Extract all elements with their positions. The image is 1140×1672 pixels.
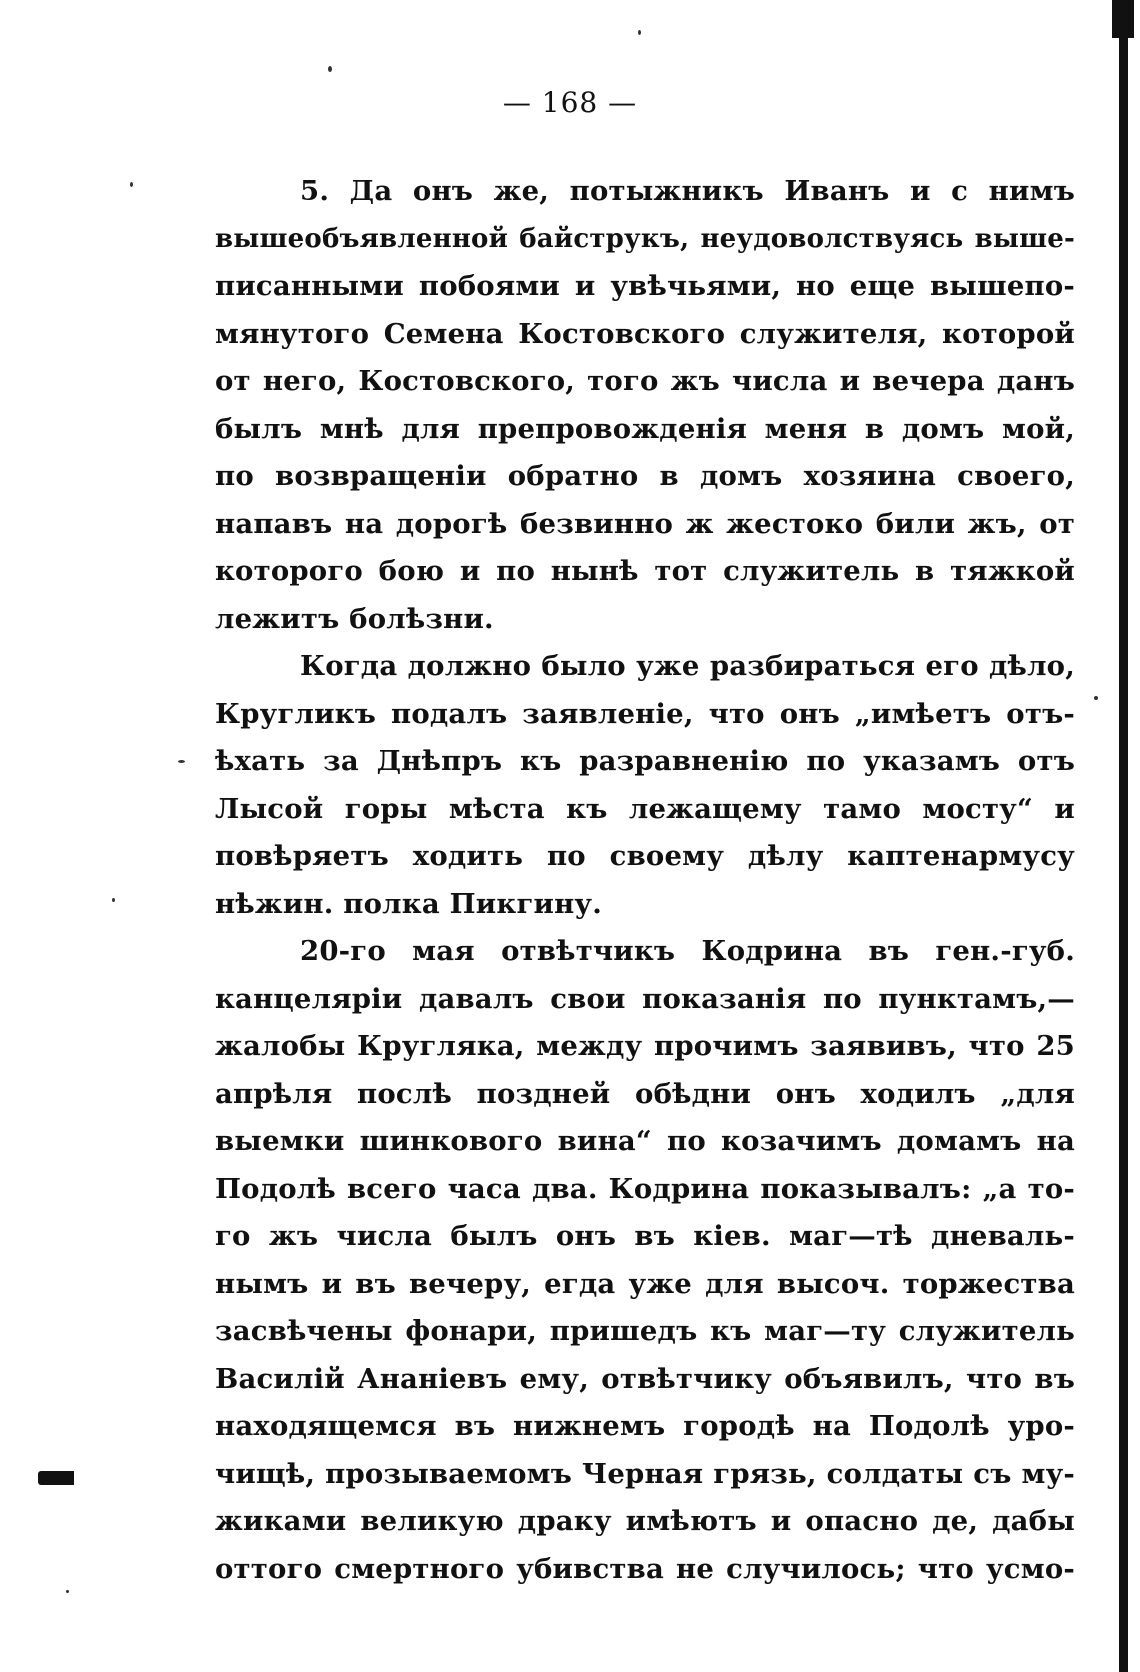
text-line: чищѣ, прозываемомъ Черная грязь, солдаты съ му- [215, 1457, 1075, 1490]
text-line: былъ мнѣ для препровожденія меня в домъ мой, [215, 412, 1075, 445]
text-line: по возвращеніи обратно в домъ хозяина своего, [215, 460, 1075, 492]
text-line: Подолѣ всего часа два. Кодрина показывалъ: „а то- [215, 1172, 1075, 1205]
scan-speck [178, 760, 185, 763]
text-line: Василій Ананіевъ ему, отвѣтчику объявилъ, что въ [215, 1362, 1075, 1395]
text-line: нымъ и въ вечеру, егда уже для высоч. торжества [215, 1267, 1075, 1300]
text-line: писанными побоями и увѣчьями, но еще вышепо- [215, 270, 1075, 302]
text-line: ѣхать за Днѣпръ къ разравненію по указамъ отъ [215, 745, 1075, 777]
text-line: Кругликъ подалъ заявленіе, что онъ „имѣетъ отъ- [215, 697, 1075, 730]
text-line: 5. Да онъ же, потыжникъ Иванъ и с нимъ [300, 175, 1075, 207]
text-line: нѣжин. полка Пикгину. [215, 887, 602, 920]
text-line: канцеляріи давалъ свои показанія по пунктамъ,— [215, 982, 1075, 1015]
text-line: го жъ числа былъ онъ въ кіев. маг—тѣ дневаль- [215, 1220, 1075, 1252]
text-line: напавъ на дорогѣ безвинно ж жестоко били жъ, от [215, 507, 1075, 540]
text-line: вышеобъявленной байструкъ, неудоволствуясь выше- [215, 223, 1075, 254]
text-line: жалобы Кругляка, между прочимъ заявивъ, что 25 [215, 1030, 1075, 1062]
text-line: Лысой горы мѣста къ лежащему тамо мосту“ и [215, 792, 1075, 825]
text-line: засвѣчены фонари, пришедъ къ маг—ту служитель [215, 1315, 1075, 1347]
scan-speck [130, 182, 133, 187]
text-line: Когда должно было уже разбираться его дѣло, [300, 650, 1075, 682]
text-line: мянутого Семена Костовского служителя, которой [215, 317, 1075, 350]
scan-speck [66, 1590, 69, 1593]
body-text [215, 168, 1075, 1593]
scan-speck [328, 66, 332, 72]
text-line: оттого смертного убивства не случилось; что усмо- [215, 1552, 1075, 1585]
page-number: — 168 — [502, 86, 638, 119]
text-line: находящемся въ нижнемъ городѣ на Подолѣ уро- [215, 1410, 1075, 1442]
text-line: которого бою и по нынѣ тот служитель в тяжкой [215, 555, 1075, 587]
scan-edge-bar [1119, 0, 1128, 1672]
text-line: апрѣля послѣ поздней обѣдни онъ ходилъ „для [215, 1077, 1075, 1110]
scan-speck [638, 30, 641, 35]
text-line: 20-го мая отвѣтчикъ Кодрина въ ген.-губ. [300, 935, 1075, 967]
text-line: жиками великую драку имѣютъ и опасно де, дабы [215, 1505, 1075, 1537]
scan-speck [1094, 696, 1098, 700]
text-line: повѣряетъ ходить по своему дѣлу каптенармусу [215, 840, 1075, 872]
scan-speck [112, 898, 115, 902]
scan-margin-mark [38, 1471, 74, 1485]
text-line: от него, Костовского, того жъ числа и вечера данъ [215, 365, 1075, 397]
text-line: лежитъ болѣзни. [215, 602, 494, 635]
text-line: выемки шинкового вина“ по козачимъ домамъ на [215, 1125, 1075, 1157]
